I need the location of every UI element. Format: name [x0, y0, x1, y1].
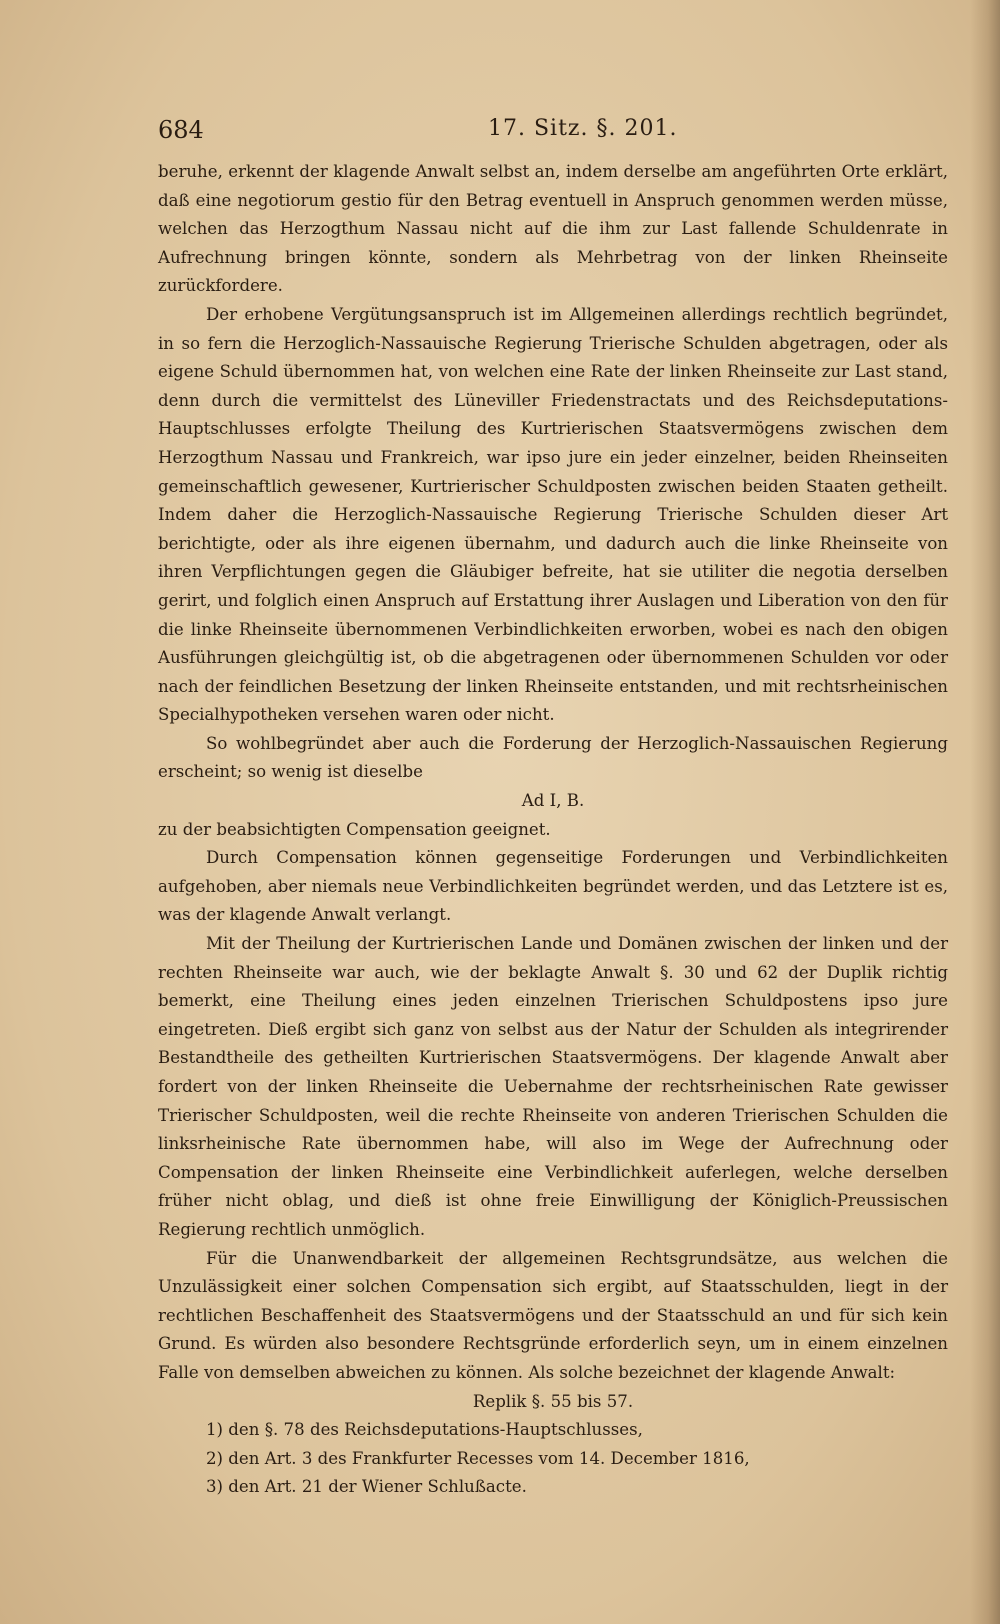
list-item: 1) den §. 78 des Reichsdeputations-Hauptschlusses, — [206, 1420, 643, 1440]
paragraph: Mit der Theilung der Kurtrierischen Lande und Domänen zwischen der linken und der rechten Rheinseite war auch, wie der beklagte Anwalt §. 30 und 62 der Duplik richtig bemerkt, eine Theilung eines jeden einzelnen Trierischen Schuldpostens ipso jure eingetreten. Dieß ergibt sich ganz von selbst aus der Natur der Schulden als integrirender Bestandtheile des getheilten Kurtrierischen Staatsvermögens. Der klagende Anwalt aber fordert von der linken Rheinseite die Uebernahme der rechtsrheinischen Rate gewisser Trierischer Schuldposten, weil die rechte Rheinseite von anderen Trierischen Schulden die linksrheinische Rate übernommen habe, will also im Wege der Aufrechnung oder Compensation der linken Rheinseite eine Verbindlichkeit auferlegen, welche derselben früher nicht oblag, und dieß ist ohne freie Einwilligung der Königlich-Preussischen Regierung rechtlich unmöglich. — [158, 934, 948, 1239]
paragraph: Der erhobene Vergütungsanspruch ist im Allgemeinen allerdings rechtlich begründet, in so fern die Herzoglich-Nassauische Regierung Trierische Schulden abgetragen, oder als eigene Schuld übernommen hat, von welchen eine Rate der linken Rheinseite zur Last stand, denn durch die vermittelst des Lüneviller Friedenstractats und des Reichsdeputations-Hauptschlusses erfolgte Theilung des Kurtrierischen Staatsvermögens zwischen dem Herzogthum Nassau und Frankreich, war ipso jure ein jeder einzelner, beiden Rheinseiten gemeinschaftlich gewesener, Kurtrierischer Schuldposten zwischen beiden Staaten getheilt. Indem daher die Herzoglich-Nassauische Regierung Trierische Schulden dieser Art berichtigte, oder als ihre eigenen übernahm, und dadurch auch die linke Rheinseite von ihren Verpflichtungen gegen die Gläubiger befreite, hat sie utiliter die negotia derselben gerirt, und folglich einen Anspruch auf Erstattung ihrer Auslagen und Liberation von den für die linke Rheinseite übernommenen Verbindlichkeiten erworben, wobei es nach den obigen Ausführungen gleichgültig ist, ob die abgetragenen oder übernommenen Schulden vor oder nach der feindlichen Besetzung der linken Rheinseite entstanden, und mit rechtsrheinischen Specialhypotheken versehen waren oder nicht. — [158, 304, 948, 725]
page-number: 684 — [158, 116, 204, 144]
paragraph: zu der beabsichtigten Compensation geeignet. — [158, 819, 551, 839]
section-heading: Ad I, B. — [521, 791, 585, 811]
paragraph: Für die Unanwendbarkeit der allgemeinen Rechtsgrundsätze, aus welchen die Unzulässigkeit einer solchen Compensation sich ergibt, auf Staatsschulden, liegt in der rechtlichen Beschaffenheit des Staatsvermögens und der Staatsschuld an und für sich kein Grund. Es würden also besondere Rechtsgründe erforderlich seyn, um in einem einzelnen Falle von demselben abweichen zu können. Als solche bezeichnet der klagende Anwalt: — [158, 1248, 948, 1382]
page-header — [158, 112, 938, 152]
page-edge-shadow — [970, 0, 1000, 1624]
list-item: 3) den Art. 21 der Wiener Schlußacte. — [206, 1477, 527, 1497]
body-text — [158, 158, 948, 1502]
running-head: 17. Sitz. §. 201. — [488, 116, 678, 141]
paragraph: Durch Compensation können gegenseitige Forderungen und Verbindlichkeiten aufgehoben, aber niemals neue Verbindlichkeiten begründet werden, und das Letztere ist es, was der klagende Anwalt verlangt. — [158, 848, 948, 925]
list-item: 2) den Art. 3 des Frankfurter Recesses vom 14. December 1816, — [206, 1448, 750, 1468]
paragraph: So wohlbegründet aber auch die Forderung der Herzoglich-Nassauischen Regierung erscheint; so wenig ist dieselbe — [158, 733, 948, 782]
paragraph: beruhe, erkennt der klagende Anwalt selbst an, indem derselbe am angeführten Orte erklärt, daß eine negotiorum gestio für den Betrag eventuell in Anspruch genommen werden müsse, welchen das Herzogthum Nassau nicht auf die ihm zur Last fallende Schuldenrate in Aufrechnung bringen könnte, sondern als Mehrbetrag von der linken Rheinseite zurückfordere. — [158, 162, 948, 296]
reference-heading: Replik §. 55 bis 57. — [472, 1391, 634, 1411]
